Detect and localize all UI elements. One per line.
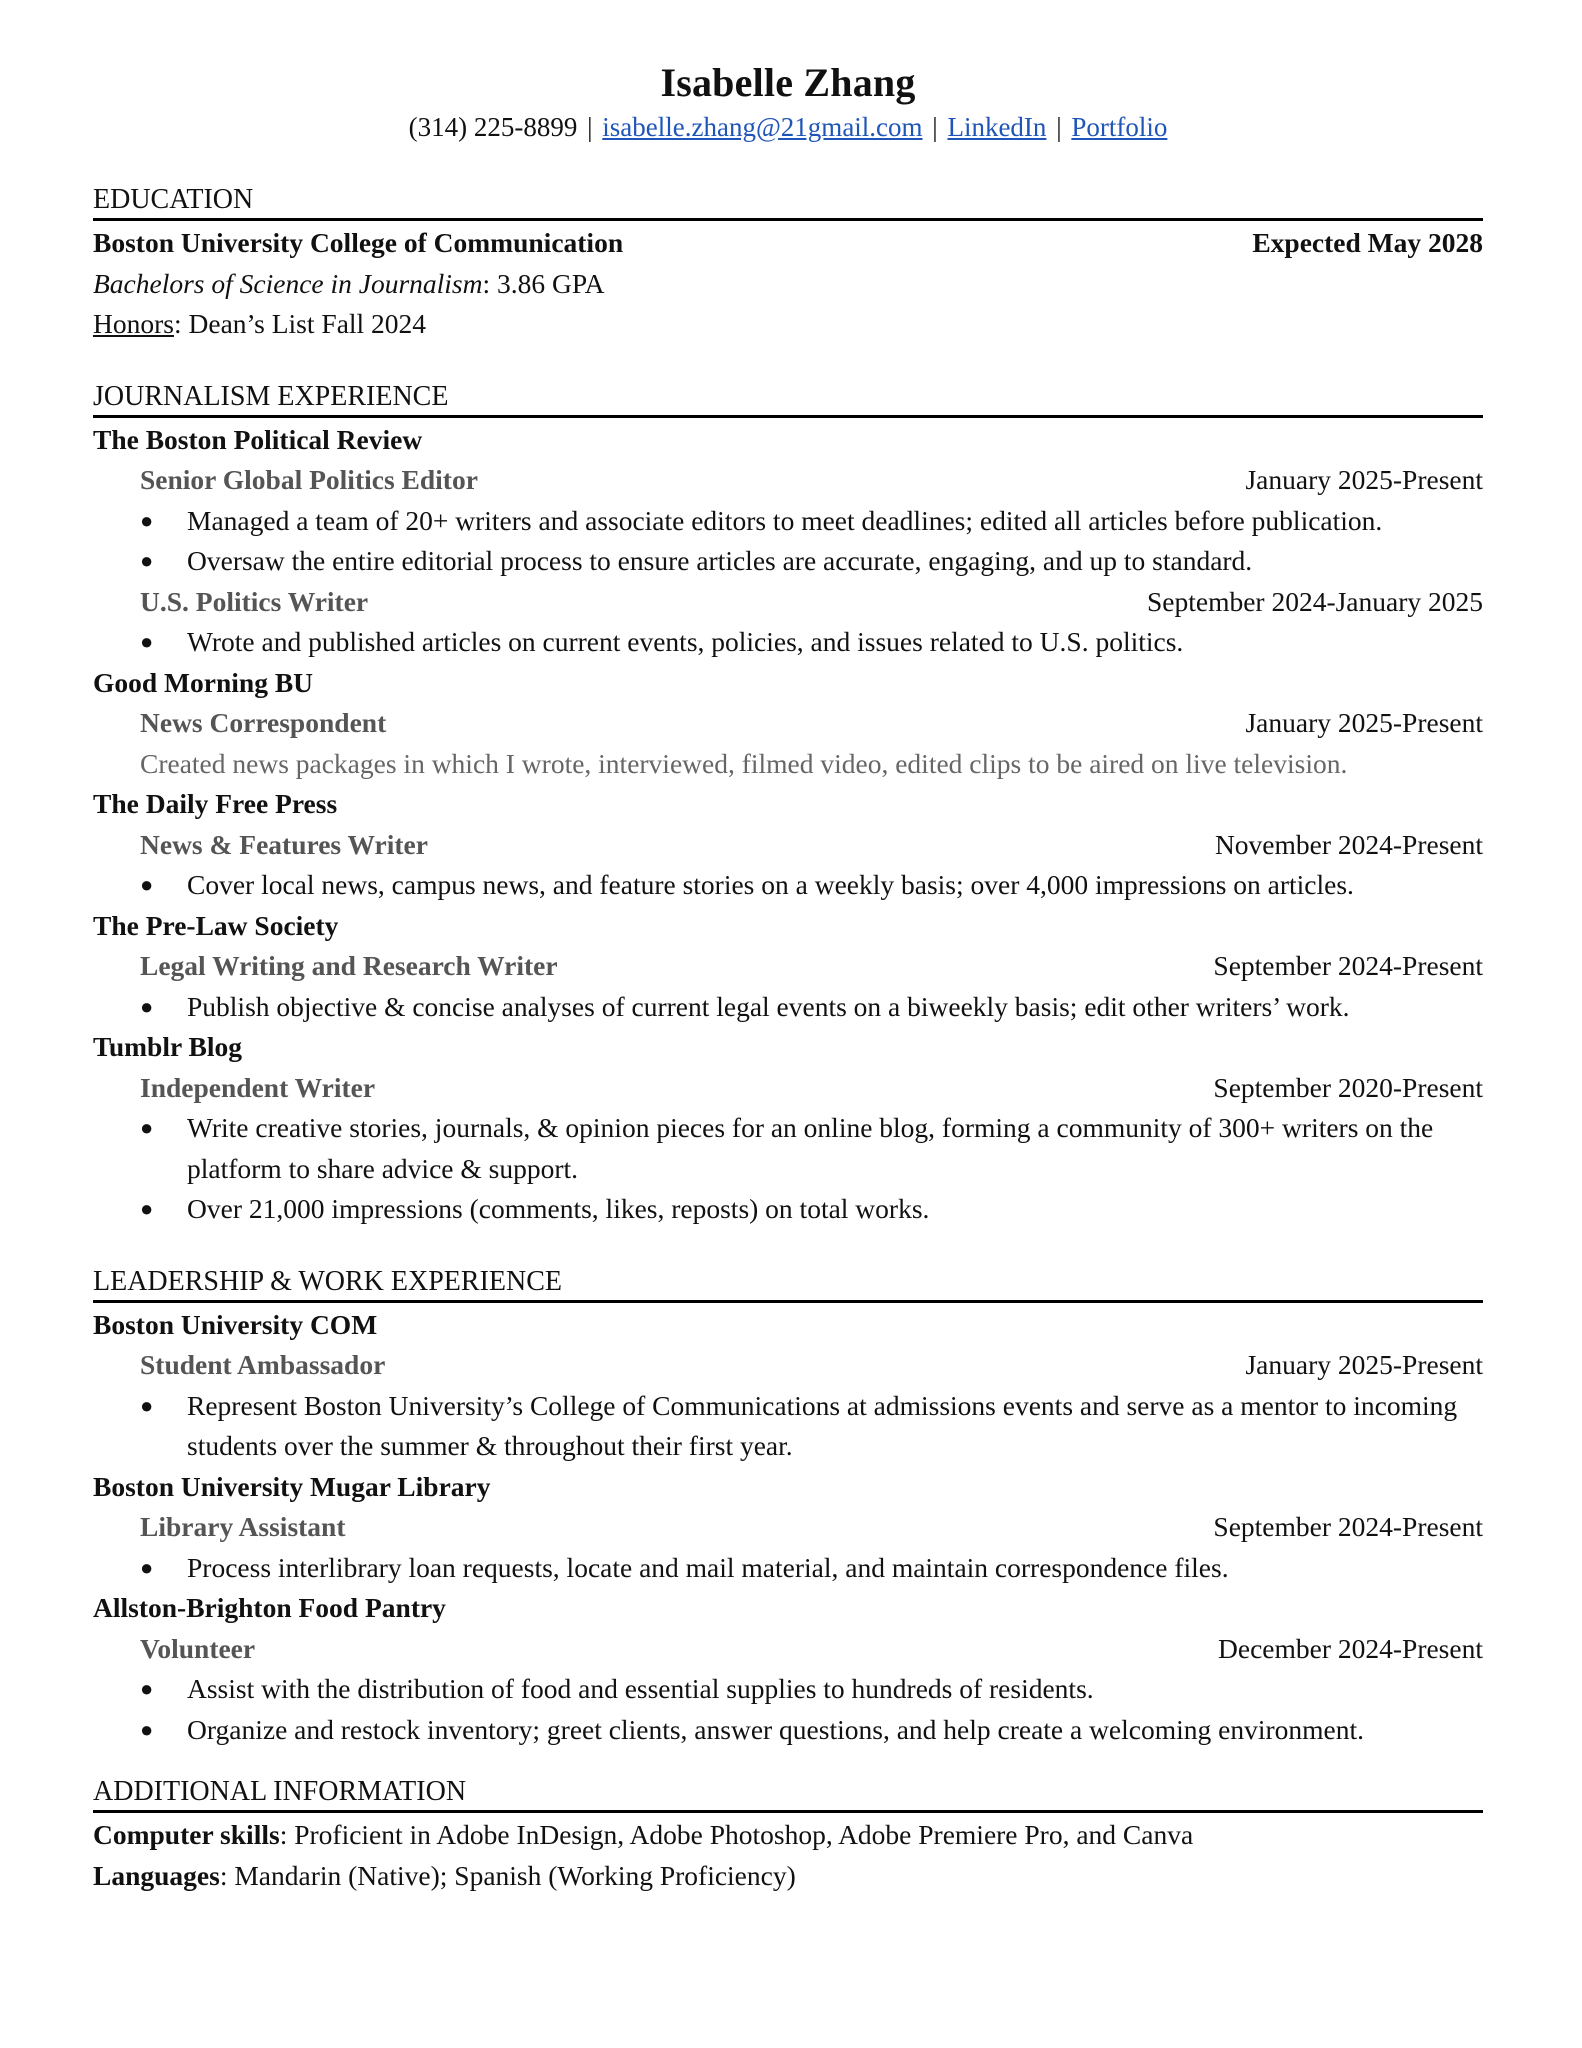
org-entry	[93, 1467, 1483, 1589]
languages-label: Languages	[93, 1859, 220, 1891]
graduation-date: Expected May 2028	[1252, 227, 1483, 258]
degree-name: Bachelors of Science in Journalism	[93, 267, 483, 299]
bullet-icon: ●	[140, 1716, 154, 1742]
bullet-icon: ●	[140, 548, 154, 573]
bullet-icon: ●	[140, 1676, 154, 1701]
bullet-text: Organize and restock inventory; greet clients, answer questions, and help create a welcoming environment.	[187, 1713, 1365, 1745]
bullet-text: Over 21,000 impressions (comments, likes, reposts) on total works.	[187, 1193, 930, 1224]
skills-label: Computer skills	[93, 1819, 280, 1850]
separator: |	[1056, 112, 1062, 142]
role-date: December 2024-Present	[1218, 1632, 1483, 1664]
bullet-text: Assist with the distribution of food and essential supplies to hundreds of residents.	[187, 1673, 1094, 1704]
resume-page	[93, 58, 1483, 1896]
section-divider	[93, 1300, 1483, 1303]
role-title: U.S. Politics Writer	[140, 585, 369, 617]
linkedin-link[interactable]: LinkedIn	[947, 112, 1047, 142]
bullet-text: Cover local news, campus news, and feature stories on a weekly basis; over 4,000 impressions on articles.	[187, 869, 1354, 900]
education-row	[93, 223, 1483, 264]
journalism-section	[93, 379, 1483, 1230]
org-name: Boston University Mugar Library	[93, 1470, 491, 1502]
bullet-text: Publish objective & concise analyses of current legal events on a biweekly basis; edit other writers’ work.	[187, 990, 1350, 1022]
phone-number: (314) 225-8899	[408, 112, 578, 142]
candidate-name: Isabelle Zhang	[660, 60, 916, 105]
separator: |	[932, 112, 938, 142]
bullet-icon: ●	[140, 872, 154, 897]
bullet-item	[93, 987, 1483, 1028]
role-date: November 2024-Present	[1214, 828, 1483, 860]
bullet-item	[93, 541, 1483, 582]
bullet-icon: ●	[140, 1392, 154, 1418]
role-date: September 2024-January 2025	[1146, 585, 1483, 617]
role-title: News Correspondent	[140, 707, 387, 738]
section-divider	[93, 1810, 1483, 1813]
skills-value: : Proficient in Adobe InDesign, Adobe Photoshop, Adobe Premiere Pro, and Canva	[279, 1819, 1194, 1850]
section-title: ADDITIONAL INFORMATION	[93, 1776, 467, 1807]
role-title: Volunteer	[140, 1632, 256, 1664]
role-date: September 2020-Present	[1213, 1071, 1483, 1103]
org-entry	[93, 1305, 1483, 1467]
bullet-icon: ●	[140, 1196, 154, 1221]
role-title: Independent Writer	[140, 1071, 376, 1103]
bullet-text: Oversaw the entire editorial process to ensure articles are accurate, engaging, and up to standard.	[187, 545, 1253, 576]
bullet-text: Managed a team of 20+ writers and associate editors to meet deadlines; edited all articles before publication.	[187, 504, 1383, 536]
contact-line	[93, 108, 1483, 146]
bullet-text: Write creative stories, journals, & opinion pieces for an online blog, forming a community of 300+ writers on the platform to share advice & support.	[187, 1112, 1434, 1184]
role-title: News & Features Writer	[140, 828, 428, 860]
bullet-icon: ●	[140, 507, 154, 533]
org-name: The Daily Free Press	[93, 788, 338, 819]
leadership-section	[93, 1264, 1483, 1751]
separator: |	[587, 112, 593, 142]
role-title: Library Assistant	[140, 1511, 346, 1542]
bullet-item	[93, 1669, 1483, 1710]
bullet-text: Process interlibrary loan requests, locate and mail material, and maintain correspondence files.	[187, 1551, 1229, 1583]
org-name: Allston-Brighton Food Pantry	[93, 1592, 446, 1623]
bullet-item	[93, 1548, 1483, 1589]
bullet-item	[93, 501, 1483, 542]
section-title: EDUCATION	[93, 184, 254, 215]
bullet-item	[93, 1710, 1483, 1751]
education-section	[93, 182, 1483, 345]
additional-section	[93, 1774, 1483, 1896]
role-title: Student Ambassador	[140, 1349, 386, 1380]
honors-line	[93, 304, 1483, 345]
bullet-icon: ●	[140, 629, 154, 654]
languages-line	[93, 1856, 1483, 1897]
role-date: January 2025-Present	[1245, 707, 1483, 738]
languages-value: : Mandarin (Native); Spanish (Working Proficiency)	[219, 1859, 796, 1891]
role-date: September 2024-Present	[1213, 950, 1483, 981]
org-name: The Boston Political Review	[93, 423, 423, 455]
role-title: Legal Writing and Research Writer	[140, 950, 558, 981]
role-date: September 2024-Present	[1213, 1511, 1483, 1542]
computer-skills-line	[93, 1815, 1483, 1856]
section-divider	[93, 415, 1483, 418]
school-name: Boston University College of Communication	[93, 227, 624, 258]
portfolio-link[interactable]: Portfolio	[1071, 112, 1168, 142]
org-name: Tumblr Blog	[93, 1031, 243, 1062]
org-entry	[93, 1588, 1483, 1750]
section-title: LEADERSHIP & WORK EXPERIENCE	[93, 1265, 562, 1297]
bullet-text: Wrote and published articles on current events, policies, and issues related to U.S. politics.	[187, 626, 1184, 657]
gpa: : 3.86 GPA	[482, 267, 605, 299]
bullet-item	[93, 1386, 1483, 1467]
bullet-icon: ●	[140, 993, 154, 1019]
org-name: Boston University COM	[93, 1308, 378, 1340]
role-date: January 2025-Present	[1245, 1349, 1483, 1380]
org-entry	[93, 784, 1483, 906]
org-entry	[93, 420, 1483, 663]
org-entry	[93, 906, 1483, 1028]
section-divider	[93, 218, 1483, 221]
bullet-icon: ●	[140, 1115, 154, 1140]
resume-header	[93, 58, 1483, 146]
section-title: JOURNALISM EXPERIENCE	[93, 380, 449, 412]
bullet-icon: ●	[140, 1554, 154, 1580]
honors-value: : Dean’s List Fall 2024	[173, 308, 427, 339]
bullet-item	[93, 1108, 1483, 1189]
degree-line	[93, 264, 1483, 305]
org-entry	[93, 1027, 1483, 1230]
bullet-item	[93, 622, 1483, 663]
honors-label: Honors	[93, 308, 174, 339]
email-link[interactable]: isabelle.zhang@21gmail.com	[602, 112, 923, 142]
org-name: The Pre-Law Society	[93, 909, 339, 941]
org-entry	[93, 663, 1483, 785]
bullet-item	[93, 1189, 1483, 1230]
bullet-text: Represent Boston University’s College of Communications at admissions events and serve as a mentor to incoming students over the summer & throughout their first year.	[187, 1389, 1458, 1461]
bullet-item	[93, 865, 1483, 906]
role-description: Created news packages in which I wrote, interviewed, filmed video, edited clips to be aired on live television.	[140, 747, 1348, 779]
role-date: January 2025-Present	[1245, 464, 1483, 495]
role-title: Senior Global Politics Editor	[140, 464, 478, 495]
org-name: Good Morning BU	[93, 666, 314, 698]
